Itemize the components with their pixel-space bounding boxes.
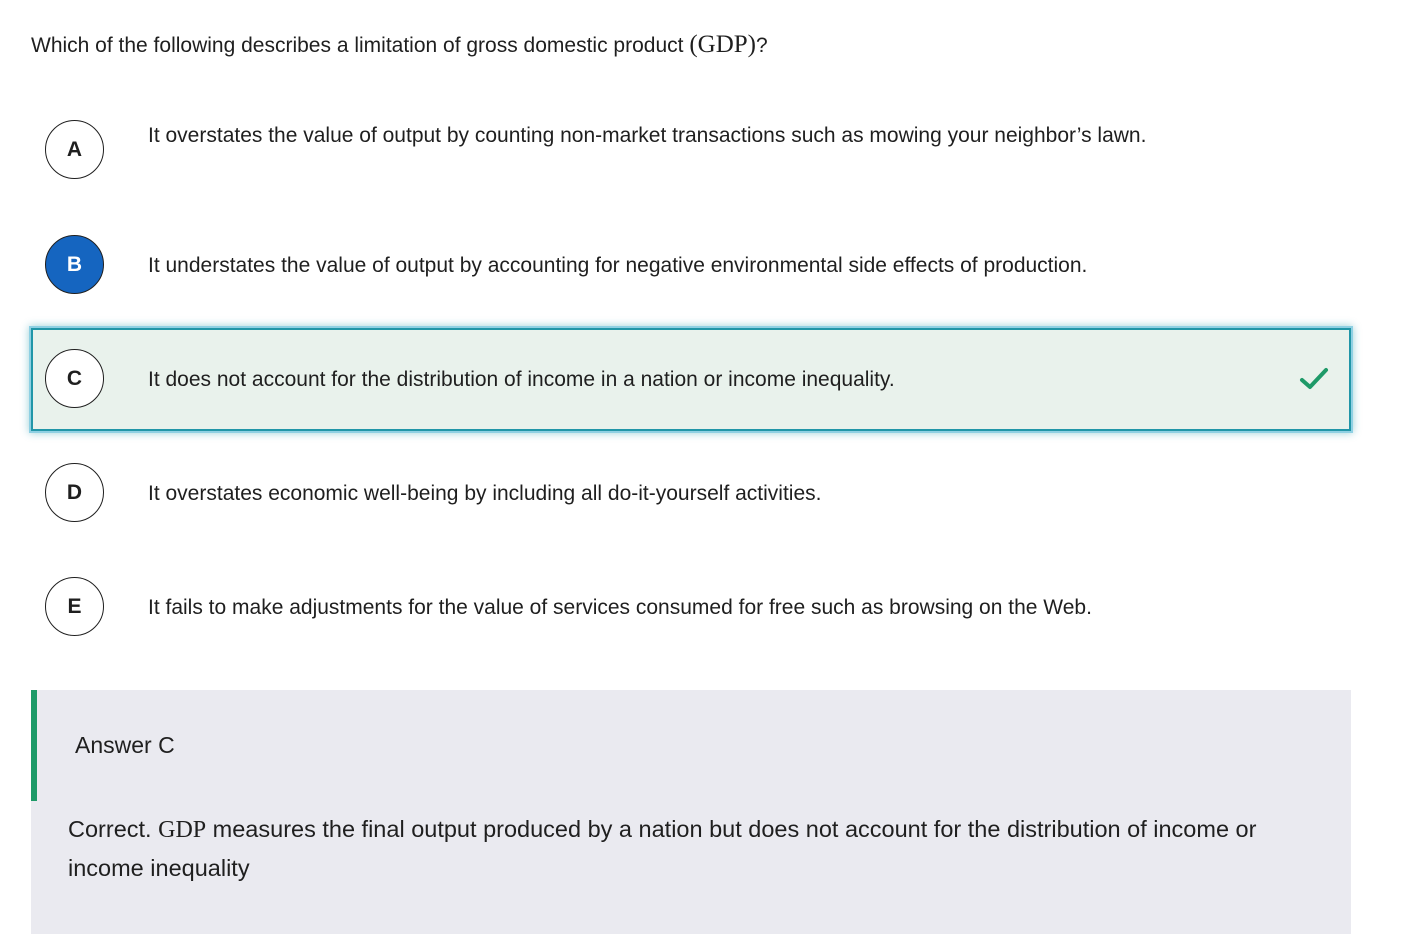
choice-d[interactable] xyxy=(31,461,1351,525)
choice-text-e: It fails to make adjustments for the value of services consumed for free such as browsing on the Web. xyxy=(148,596,1092,619)
answer-explanation xyxy=(68,810,1298,887)
choice-text-a: It overstates the value of output by counting non-market transactions such as mowing your neighbor’s lawn. xyxy=(148,124,1147,147)
choice-c-correct[interactable] xyxy=(31,328,1351,431)
answer-panel xyxy=(31,690,1351,934)
check-icon xyxy=(1299,366,1329,392)
question-text xyxy=(31,28,768,63)
choice-text-c: It does not account for the distribution of income in a nation or income inequality. xyxy=(148,368,895,391)
choice-letter-e[interactable]: E xyxy=(45,577,104,636)
choice-letter-a[interactable]: A xyxy=(45,120,104,179)
choice-letter-c[interactable]: C xyxy=(45,349,104,408)
choice-a[interactable] xyxy=(31,118,1351,184)
answer-accent-bar xyxy=(31,690,37,801)
answer-prefix: Correct. xyxy=(68,816,159,842)
question-math: (GDP) xyxy=(689,31,756,58)
choice-b[interactable] xyxy=(31,233,1351,297)
choice-text-d: It overstates economic well-being by including all do-it-yourself activities. xyxy=(148,482,822,505)
answer-title: Answer C xyxy=(75,732,175,758)
answer-rest: measures the final output produced by a nation but does not account for the distribution of income or income inequality xyxy=(68,816,1257,881)
choice-letter-b[interactable]: B xyxy=(45,235,104,294)
question-stem: Which of the following describes a limitation of gross domestic product xyxy=(31,34,684,57)
choice-e[interactable] xyxy=(31,575,1351,639)
question-suffix: ? xyxy=(755,34,768,57)
choice-text-b: It understates the value of output by accounting for negative environmental side effects of production. xyxy=(148,254,1088,277)
choice-letter-d[interactable]: D xyxy=(45,463,104,522)
answer-math: GDP xyxy=(158,817,207,843)
